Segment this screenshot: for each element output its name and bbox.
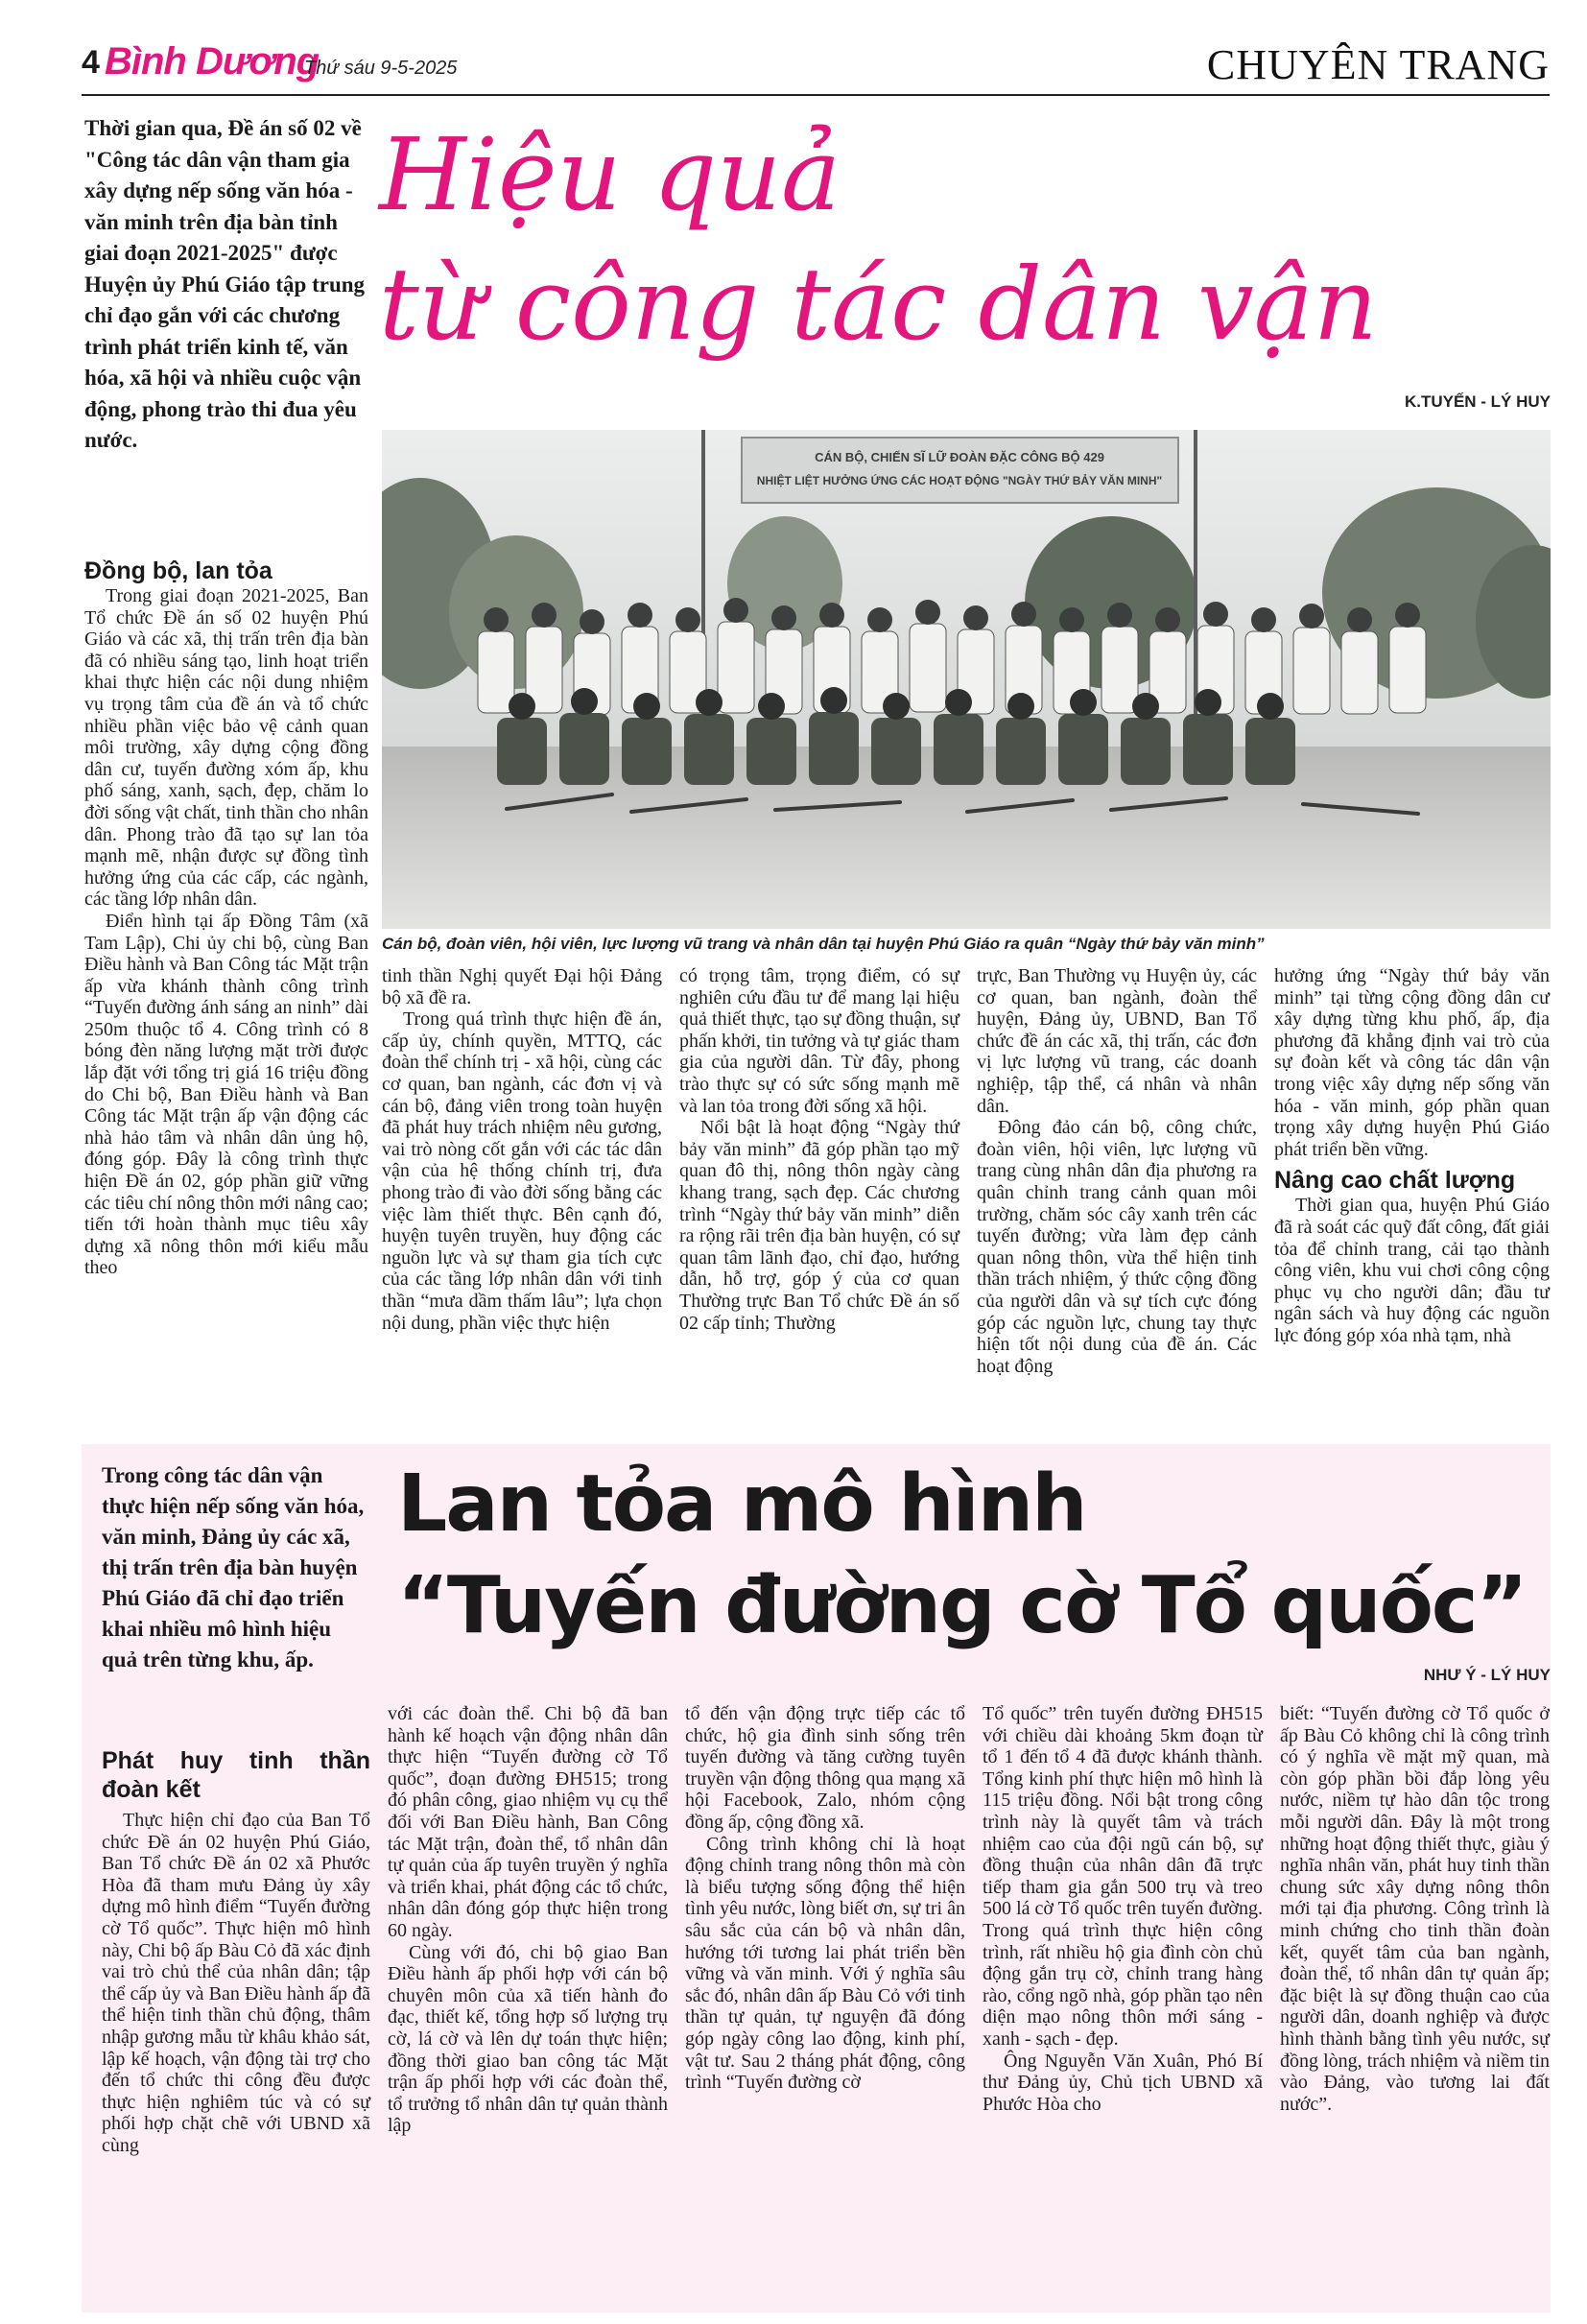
article2-byline: NHƯ Ý - LÝ HUY (1423, 1666, 1551, 1684)
article2-col5-para: biết: “Tuyến đường cờ Tổ quốc ở ấp Bàu Cỏ không chỉ là công trình có ý nghĩa về mặt mỹ quan, mà còn góp phần bồi đắp lòng yêu nước, niềm tự hào dân tộc trong mỗi người dân. Đây là một trong những hoạt động thiết thực, giàu ý nghĩa nhân văn, phát huy tinh thần chung sức xây dựng nông thôn mới tại địa phương. Công trình là minh chứng cho tinh thần đoàn kết, quyết tâm của ban ngành, đoàn thể, tổ nhân dân tự quản ấp; đặc biệt là sự đồng thuận cao của người dân, doanh nghiệp và được hình thành bằng tình yêu nước, sự đồng lòng, trách nhiệm và niềm tin vào Đảng, vào tương lai đất nước”. (1280, 1703, 1550, 2115)
article1-col2-para2: Trong quá trình thực hiện đề án, cấp ủy, chính quyền, MTTQ, các đoàn thể chính trị - xã hội, cùng các cơ quan, ban ngành, các đơn vị và cán bộ, đảng viên trong toàn huyện đã phát huy trách nhiệm nêu gương, vai trò nòng cốt gắn với các tác dân vận của hệ thống chính trị, đưa phong trào đi vào đời sống bằng các việc làm thiết thực. Bên cạnh đó, huyện tuyên truyền, huy động các nguồn lực và sự tham gia tích cực của các tầng lớp nhân dân với tinh thần “mưa dầm thấm lâu”; lựa chọn nội dung, phần việc thực hiện (382, 1008, 662, 1334)
article1-col3-para1: có trọng tâm, trọng điểm, có sự nghiên cứu đầu tư để mang lại hiệu quả thiết thực, tạo sự đồng thuận, sự phấn khởi, tin tưởng và tự giác tham gia của người dân. Từ đây, phong trào thực sự có sức sống mạnh mẽ và lan tỏa trong đời sống xã hội. (679, 965, 959, 1117)
page-header (82, 36, 1550, 96)
article2-col4-para1: Tổ quốc” trên tuyến đường ĐH515 với chiều dài khoảng 5km đoạn từ tổ 1 đến tổ 4 đã được khánh thành. Tổng kinh phí thực hiện mô hình là 115 triệu đồng. Nổi bật trong công trình này là quyết tâm và trách nhiệm cao của đội ngũ cán bộ, sự đồng thuận của nhân dân đã trực tiếp tham gia gắn 500 trụ và treo 500 lá cờ Tổ quốc trên tuyến đường. Trong quá trình thực hiện công trình, rất nhiều hộ gia đình còn chủ động gắn trụ cờ, chỉnh trang hàng rào, cổng ngõ nhà, góp phần tạo nên diện mạo nông thôn mới sáng - xanh - sạch - đẹp. (983, 1703, 1263, 2050)
article2-col3-para2: Công trình không chỉ là hoạt động chỉnh trang nông thôn mà còn là biểu tượng sống động thể hiện tình yêu nước, lòng biết ơn, sự tri ân sâu sắc của cán bộ và nhân dân, hướng tới tương lai phát triển bền vững và văn minh. Với ý nghĩa sâu sắc đó, nhân dân ấp Bàu Cỏ với tinh thần tự quản, tự nguyện đã đóng góp ngày công lao động, kinh phí, vật tư. Sau 2 tháng phát động, công trình “Tuyến đường cờ (685, 1833, 965, 2094)
page-number: 4 (82, 44, 100, 81)
article1-subhead-1: Đồng bộ, lan tỏa (84, 557, 272, 584)
photo-banner-line2: NHIỆT LIỆT HƯỞNG ỨNG CÁC HOẠT ĐỘNG "NGÀY THỨ BẢY VĂN MINH" (756, 474, 1163, 487)
article2-column-5 (1280, 1703, 1550, 2115)
article2-col4-para2: Ông Nguyễn Văn Xuân, Phó Bí thư Đảng ủy, Chủ tịch UBND xã Phước Hòa cho (983, 2050, 1263, 2115)
article1-column-2 (382, 965, 662, 1334)
article1-title-line2: từ công tác dân vận (379, 246, 1378, 363)
article2-title-line2: “Tuyến đường cờ Tổ quốc” (397, 1560, 1527, 1651)
article2-col1-para: Thực hiện chỉ đạo của Ban Tổ chức Đề án 02 huyện Phú Giáo, Ban Tổ chức Đề án 02 xã Phước Hòa đã tham mưu Đảng ủy xây dựng mô hình điểm “Tuyến đường cờ Tổ quốc”. Thực hiện mô hình này, Chi bộ ấp Bàu Cỏ đã xác định vai trò chủ thể của nhân dân; tập thể cấp ủy và Ban Điều hành ấp đã thể hiện tinh thần chủ động, thâm nhập gương mẫu từ khâu khảo sát, lập kế hoạch, vận động tài trợ cho đến tổ chức thi công đều được thực hiện nghiêm túc và có sự phối hợp chặt chẽ với UBND xã cùng (102, 1810, 370, 2156)
article2-col2-para1: với các đoàn thể. Chi bộ đã ban hành kế hoạch vận động nhân dân thực hiện “Tuyến đường cờ Tổ quốc”, đoạn đường ĐH515; trong đó phân công, giao nhiệm vụ cụ thể đối với Ban Điều hành, Ban Công tác Mặt trận, đoàn thể, tổ nhân dân tự quản của ấp tuyên truyền ý nghĩa và triển khai, phát động các tổ chức, nhân dân đóng góp thực hiện trong 60 ngày. (388, 1703, 668, 1941)
article1-col2-para1: tinh thần Nghị quyết Đại hội Đảng bộ xã đề ra. (382, 965, 662, 1008)
article2-lead: Trong công tác dân vận thực hiện nếp sống văn hóa, văn minh, Đảng ủy các xã, thị trấn trên địa bàn huyện Phú Giáo đã chỉ đạo triển khai nhiều mô hình hiệu quả trên từng khu, ấp. (102, 1463, 365, 1672)
group-photo-illustration (382, 430, 1551, 929)
article2-subhead: Phát huy tinh thần đoàn kết (102, 1747, 370, 1803)
article1-title-line1: Hiệu quả (379, 116, 841, 233)
article2-column-3 (685, 1703, 965, 2094)
newspaper-logo: Bình Dương (105, 40, 320, 83)
article1-col1-para1: Trong giai đoạn 2021-2025, Ban Tổ chức Đề án số 02 huyện Phú Giáo và các xã, thị trấn trên địa bàn đã có nhiều sáng tạo, linh hoạt triển khai thực hiện các nội dung nhiệm vụ trọng tâm của đề án và tổ chức nhiều phần việc bảo vệ cảnh quan môi trường, xây dựng cộng đồng dân cư, tuyến đường xóm ấp, khu phố sáng, xanh, sạch, đẹp, chăm lo đời sống vật chất, tinh thần cho nhân dân. Phong trào đã tạo sự lan tỏa mạnh mẽ, nhận được sự đồng tình hưởng ứng của các cấp, các ngành, các tầng lớp nhân dân. (84, 585, 368, 911)
article2-title (397, 1454, 1549, 1657)
article1-col3-para2: Nổi bật là hoạt động “Ngày thứ bảy văn minh” đã góp phần tạo mỹ quan đô thị, nông thôn ngày càng khang trang, sạch đẹp. Các chương trình “Ngày thứ bảy văn minh” diễn ra rộng rãi trên địa bàn huyện, có sự quan tâm lãnh đạo, chỉ đạo, hướng dẫn, hỗ trợ, góp ý của cơ quan Thường trực Ban Tổ chức Đề án số 02 cấp tỉnh; Thường (679, 1117, 959, 1334)
article2-column-2 (388, 1703, 668, 2137)
article1-photo (382, 430, 1551, 929)
article2-col3-para1: tổ đến vận động trực tiếp các tổ chức, hộ gia đình sinh sống trên tuyến đường và tăng cường tuyên truyền vận động thông qua mạng xã hội Facebook, Zalo, nhóm cộng đồng ấp, cộng đồng xã. (685, 1703, 965, 1833)
header-divider (82, 94, 1550, 96)
article1-title (379, 110, 1550, 369)
article1-column-3 (679, 965, 959, 1334)
photo-banner-line1: CÁN BỘ, CHIẾN SĨ LỮ ĐOÀN ĐẶC CÔNG BỘ 429 (815, 450, 1104, 464)
article2-column-4 (983, 1703, 1263, 2115)
article1-byline: K.TUYẾN - LÝ HUY (1404, 392, 1551, 411)
article1-photo-caption: Cán bộ, đoàn viên, hội viên, lực lượng vũ trang và nhân dân tại huyện Phú Giáo ra quân “Ngày thứ bảy văn minh” (382, 935, 1265, 953)
issue-date: Thứ sáu 9-5-2025 (304, 58, 458, 79)
article1-column-1 (84, 557, 368, 1279)
article1-subhead-2: Nâng cao chất lượng (1274, 1167, 1516, 1195)
article1-col4-para1: trực, Ban Thường vụ Huyện ủy, các cơ quan, ban ngành, đoàn thể huyện, Đảng ủy, UBND, Ban Tổ chức đề án các xã, thị trấn, các đơn vị lực lượng vũ trang, các doanh nghiệp, tập thể, cá nhân và nhân dân. (977, 965, 1257, 1117)
article1-lead: Thời gian qua, Đề án số 02 về "Công tác dân vận tham gia xây dựng nếp sống văn hóa - văn minh trên địa bàn tỉnh giai đoạn 2021-2025" được Huyện ủy Phú Giáo tập trung chỉ đạo gắn với các chương trình phát triển kinh tế, văn hóa, xã hội và nhiều cuộc vận động, phong trào thi đua yêu nước. (84, 116, 366, 452)
article1-column-5 (1274, 965, 1550, 1347)
article1-col4-para2: Đông đảo cán bộ, công chức, đoàn viên, hội viên, lực lượng vũ trang cùng nhân dân địa phương ra quân chỉnh trang cảnh quan môi trường, chăm sóc cây xanh trên các tuyến đường; vừa làm đẹp cảnh quan nông thôn, vừa thể hiện tinh thần trách nhiệm, ý thức cộng đồng của người dân và sự tích cực đóng góp các nguồn lực, chung tay thực hiện tốt nội dung của đề án. Các hoạt động (977, 1117, 1257, 1377)
article1-column-4 (977, 965, 1257, 1377)
section-title: CHUYÊN TRANG (1206, 41, 1550, 88)
article1-col5-para1: hưởng ứng “Ngày thứ bảy văn minh” tại từng cộng đồng dân cư xây dựng từng khu phố, ấp, địa phương đã khẳng định vai trò của sự đoàn kết và công tác dân vận trong việc xây dựng nếp sống văn hóa - văn minh, góp phần quan trọng xây dựng huyện Phú Giáo phát triển bền vững. (1274, 965, 1550, 1160)
article1-col1-para2: Điển hình tại ấp Đồng Tâm (xã Tam Lập), Chi ủy chi bộ, cùng Ban Điều hành và Ban Công tác Mặt trận ấp vừa khánh thành công trình “Tuyến đường ánh sáng an ninh” dài 250m thuộc tổ 4. Công trình có 8 bóng đèn năng lượng mặt trời được lắp đặt với tổng trị giá 16 triệu đồng do Chi bộ, Ban Điều hành và Ban Công tác Mặt trận ấp vận động các nhà hảo tâm và nhân dân ủng hộ, đóng góp. Đây là công trình thực hiện Đề án 02, góp phần giữ vững các tiêu chí nông thôn mới nâng cao; tiến tới hoàn thành mục tiêu xây dựng xã nông thôn mới kiểu mẫu theo (84, 910, 368, 1279)
article2-title-line1: Lan tỏa mô hình (397, 1458, 1086, 1550)
article2-col2-para2: Cùng với đó, chi bộ giao Ban Điều hành ấp phối hợp với cán bộ chuyên môn của xã tiến hành đo đạc, thiết kế, tổng hợp số lượng trụ cờ, lá cờ và lên dự toán thực hiện; đồng thời giao ban công tác Mặt trận ấp phối hợp với các đoàn thể, tổ trưởng tổ nhân dân tự quản thành lập (388, 1941, 668, 2137)
article2-column-1 (102, 1746, 370, 2157)
article1-col5-para2: Thời gian qua, huyện Phú Giáo đã rà soát các quỹ đất công, đất giải tỏa để chỉnh trang, cải tạo thành công viên, khu vui chơi công cộng phục vụ cho người dân; đầu tư ngân sách và huy động các nguồn lực đóng góp xóa nhà tạm, nhà (1274, 1195, 1550, 1346)
